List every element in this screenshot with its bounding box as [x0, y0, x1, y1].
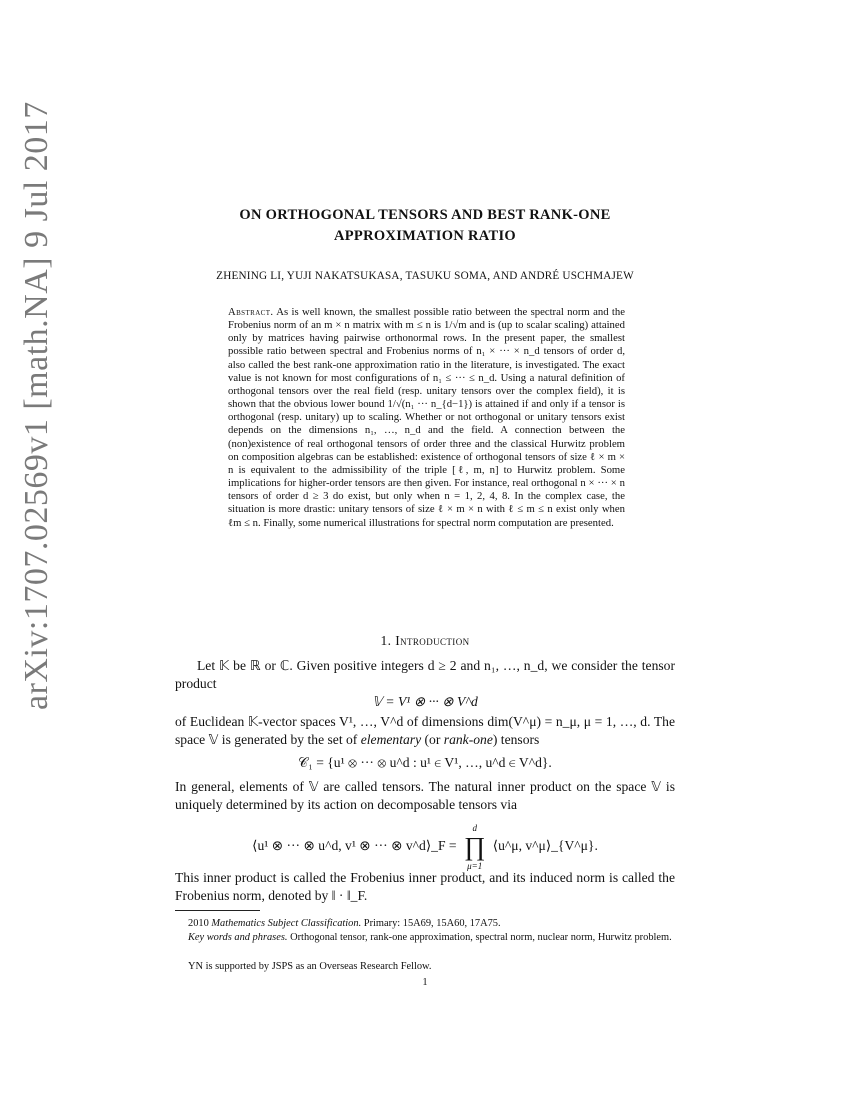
- equation-rhs: ⟨u^μ, v^μ⟩_{V^μ}.: [492, 838, 598, 854]
- author-list: ZHENING LI, YUJI NAKATSUKASA, TASUKU SOMA, AND ANDRÉ USCHMAJEW: [216, 270, 634, 282]
- equation-tensor-space: 𝕍 = V¹ ⊗ ··· ⊗ V^d: [372, 694, 478, 709]
- product-symbol: ∏: [463, 832, 486, 861]
- product-lower-limit: μ=1: [467, 861, 483, 871]
- footnote-keywords-label: Key words and phrases.: [188, 932, 288, 943]
- paragraph-3: In general, elements of 𝕍 are called tensors. The natural inner product on the space 𝕍 is uniquely determined by its action on decomposable tensors via: [175, 779, 675, 812]
- footnote-keywords: [175, 931, 675, 944]
- product-operator: [464, 822, 485, 872]
- footnote-keywords-text: Orthogonal tensor, rank-one approximation, spectral norm, nuclear norm, Hurwitz problem.: [290, 932, 672, 943]
- equation-rank-one-set: 𝒞₁ = {u¹ ⊗ ··· ⊗ u^d : u¹ ∈ V¹, …, u^d ∈ V^d}.: [298, 755, 552, 770]
- footnote-funding: YN is supported by JSPS as an Overseas Research Fellow.: [188, 961, 432, 972]
- paragraph-2: [175, 713, 675, 748]
- equation-lhs: ⟨u¹ ⊗ ··· ⊗ u^d, v¹ ⊗ ··· ⊗ v^d⟩_F =: [252, 838, 457, 854]
- equation-frobenius-inner-product: [175, 822, 675, 872]
- paragraph-2-text: of Euclidean 𝕂-vector spaces V¹, …, V^d of dimensions dim(V^μ) = n_μ, μ = 1, …, d. The space 𝕍 is generated by the set of: [175, 714, 675, 747]
- paper-title: [175, 205, 675, 247]
- title-line-1: ON ORTHOGONAL TENSORS AND BEST RANK-ONE: [239, 207, 611, 223]
- arxiv-identifier-stamp: arXiv:1707.02569v1 [math.NA] 9 Jul 2017: [18, 101, 55, 710]
- section-heading-introduction: 1. Introduction: [380, 633, 470, 648]
- paragraph-2-end: ) tensors: [492, 731, 540, 747]
- footnote-msc-text: Primary: 15A69, 15A60, 17A75.: [363, 918, 501, 929]
- term-elementary: elementary: [360, 731, 422, 747]
- footnote-msc-year: 2010: [188, 918, 209, 929]
- title-line-2: APPROXIMATION RATIO: [334, 228, 516, 244]
- abstract: [228, 306, 625, 530]
- footnote-msc-label: Mathematics Subject Classification.: [211, 918, 362, 929]
- paragraph-1: [175, 657, 675, 692]
- paragraph-4: This inner product is called the Frobenius inner product, and its induced norm is called the Frobenius norm, denoted by ‖ · ‖_F.: [175, 870, 675, 903]
- paragraph-2-mid: (or: [424, 731, 441, 747]
- footnote-divider: [175, 910, 260, 911]
- page-number: 1: [422, 977, 428, 988]
- term-rank-one: rank-one: [443, 731, 493, 747]
- paragraph-1-text: Let 𝕂 be ℝ or ℂ. Given positive integers d ≥ 2 and n₁, …, n_d, we consider the tensor product: [175, 658, 675, 691]
- abstract-text: As is well known, the smallest possible ratio between the spectral norm and the Frobenius norm of an m × n matrix with m ≤ n is 1/√m and is (up to scalar scaling) attained only by matrices having pairwise orthonormal rows. In the present paper, the smallest possible ratio between spectral and Frobenius norms of n₁ × ··· × n_d tensors of order d, also called the best rank-one approximation ratio in the literature, is investigated. The exact value is not known for most configurations of n₁ ≤ ··· ≤ n_d. Using a natural definition of orthogonal tensors over the real field (resp. unitary tensors over the complex field), it is shown that the obvious lower bound 1/√(n₁ ··· n_{d−1}) is attained if and only if a tensor is orthogonal (resp. unitary) up to scaling. Whether or not orthogonal or unitary tensors exist depends on the dimensions n₁, …, n_d and the field. A connection between the (non)existence of real orthogonal tensors of order three and the classical Hurwitz problem on composition algebras can be established: existence of orthogonal tensors of size ℓ × m × n is equivalent to the admissibility of the triple [ℓ, m, n] to Hurwitz problem. Some implications for higher-order tensors are then given. For instance, real orthogonal n × ··· × n tensors of order d ≥ 3 do exist, but only when n = 1, 2, 4, 8. In the complex case, the situation is more drastic: unitary tensors of size ℓ × m × n with ℓ ≤ m ≤ n exist only when ℓm ≤ n. Finally, some numerical illustrations for spectral norm computation are presented.: [228, 306, 625, 529]
- product-upper-limit: d: [472, 823, 477, 833]
- abstract-label: Abstract.: [228, 306, 274, 318]
- footnote-msc: [175, 917, 675, 930]
